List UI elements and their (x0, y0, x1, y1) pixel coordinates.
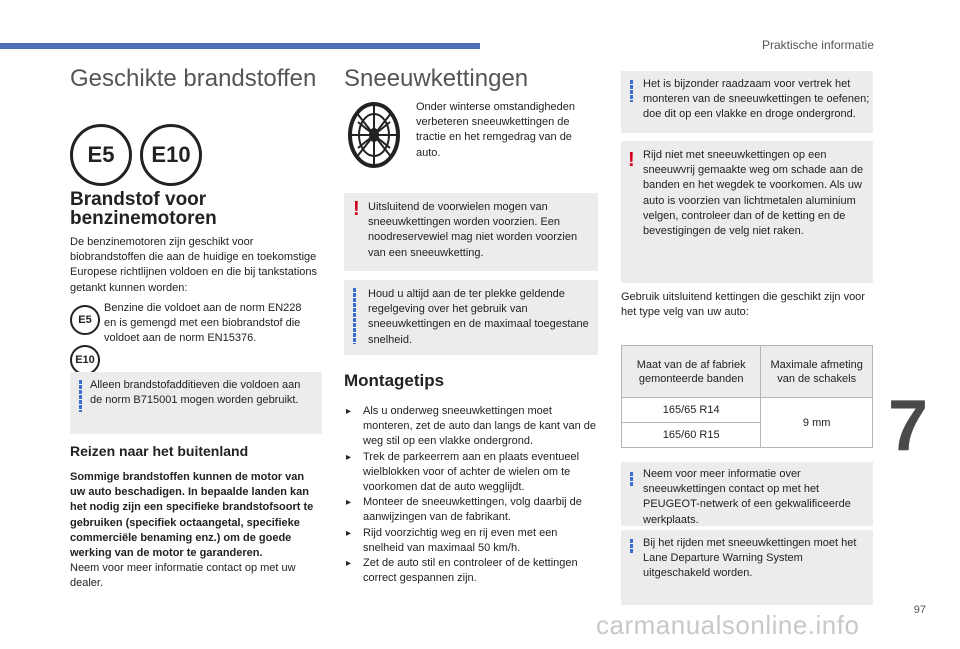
page-number: 97 (913, 604, 926, 616)
warning-exclamation-icon: ! (628, 149, 635, 171)
tip-item: ▸ Zet de auto stil en controleer of de kettingen correct gespannen zijn. (344, 556, 598, 586)
info-bar-icon (630, 539, 633, 553)
benzine-title: Brandstof voor benzinemotoren (70, 189, 217, 229)
e10-small-badge-icon: E10 (70, 345, 100, 375)
network-info-text: Neem voor meer informatie over sneeuwkettingen contact op met het PEUGEOT-netwerk of een gekwalificeerde werkplaats. (643, 468, 851, 526)
max-link-cell: 9 mm (761, 398, 873, 448)
abroad-dealer-text: Neem voor meer informatie contact op met uw dealer. (70, 562, 296, 590)
chains-title: Sneeuwkettingen (344, 65, 529, 92)
rules-info-text: Houd u altijd aan de ter plekke geldende regelgeving over het gebruik van sneeuwkettingen en de maximaal toegestane snelheid. (368, 288, 589, 346)
usage-text: Gebruik uitsluitend kettingen die geschikt zijn voor het type velg van uw auto: (621, 291, 865, 319)
tips-title: Montagetips (344, 371, 445, 390)
fuels-title: Geschikte brandstoffen (70, 65, 317, 92)
info-bar-icon (353, 288, 356, 344)
e5-small-badge-icon: E5 (70, 305, 100, 335)
table-row (622, 346, 873, 398)
tips-list (344, 404, 598, 586)
tip-item: ▸ Trek de parkeerrem aan en plaats eventueel wielblokken voor of achter de wielen om te voorkomen dat de auto wegglijdt. (344, 450, 598, 496)
benzine-text: De benzinemotoren zijn geschikt voor biobrandstoffen die aan de huidige en toekomstige Europese richtlijnen voldoen en die bij tankstations getankt kunnen worden: (70, 236, 318, 294)
front-wheels-warning-text: Uitsluitend de voorwielen mogen van sneeuwkettingen worden voorzien. Een noodreservewiel mag niet worden voorzien van een sneeuwketting. (368, 201, 578, 259)
chapter-number: 7 (888, 386, 929, 466)
fuel-badges (70, 124, 202, 186)
snowfree-warning-text: Rijd niet met sneeuwkettingen op een sneeuwvrij gemaakte weg om schade aan de banden en het wegdek te voorkomen. Als uw auto is voorzien van lichtmetalen aluminium velgen, controleer dan of de ketting en de bevestigingen de velg niet raken. (643, 149, 864, 238)
additive-note-text: Alleen brandstofadditieven die voldoen aan de norm B715001 mogen worden gebruikt. (90, 379, 301, 407)
table-header: Maat van de af fabriek gemonteerde banden (622, 346, 761, 398)
network-info (621, 462, 873, 526)
e5-badge-icon: E5 (70, 124, 132, 186)
abroad-text (70, 470, 322, 592)
practice-info (621, 71, 873, 133)
practice-info-text: Het is bijzonder raadzaam voor vertrek het monteren van de sneeuwkettingen te oefenen; doe dit op een vlakke en droge ondergrond. (643, 78, 870, 121)
tip-item: ▸ Rijd voorzichtig weg en rij even met een snelheid van maximaal 50 km/h. (344, 526, 598, 556)
info-bar-icon (79, 380, 82, 412)
section-label: Praktische informatie (761, 38, 874, 52)
lane-departure-info (621, 530, 873, 605)
chains-intro: Onder winterse omstandigheden verbeteren sneeuwkettingen de tractie en het remgedrag van de auto. (416, 101, 575, 159)
tip-item: ▸ Monteer de sneeuwkettingen, volg daarbij de aanwijzingen van de fabrikant. (344, 495, 598, 525)
small-fuel-badges (70, 305, 100, 375)
abroad-bold-text: Sommige brandstoffen kunnen de motor van uw auto beschadigen. In bepaalde landen kan het nodig zijn een specifieke brandstofsoort te gebruiken (specifiek octaangetal, specifieke commerciële benaming enz.) om de goede werking van de motor te garanderen. (70, 471, 314, 560)
tip-item: ▸ Als u onderweg sneeuwkettingen moet monteren, zet de auto dan langs de kant van de weg stil op een vlakke ondergrond. (344, 404, 598, 450)
top-accent-bar (0, 43, 480, 49)
info-bar-icon (630, 472, 633, 486)
warning-exclamation-icon: ! (353, 198, 360, 220)
snowfree-warning (621, 141, 873, 283)
table-row (622, 398, 873, 423)
tire-size-cell: 165/65 R14 (622, 398, 761, 423)
watermark: carmanualsonline.info (596, 610, 860, 640)
front-wheels-warning (344, 193, 598, 271)
norm-text: Benzine die voldoet aan de norm EN228 en is gemengd met een biobrandstof die voldoet aan de norm EN15376. (104, 302, 302, 345)
chain-size-table (621, 345, 873, 448)
lane-departure-info-text: Bij het rijden met sneeuwkettingen moet het Lane Departure Warning System uitgeschakeld worden. (643, 537, 857, 580)
e10-badge-icon: E10 (140, 124, 202, 186)
snow-chain-icon (344, 100, 404, 170)
tire-size-cell: 165/60 R15 (622, 423, 761, 448)
rules-info (344, 280, 598, 355)
additive-note (70, 372, 322, 434)
abroad-title: Reizen naar het buitenland (70, 443, 249, 459)
info-bar-icon (630, 80, 633, 102)
table-header: Maximale afmeting van de schakels (761, 346, 873, 398)
